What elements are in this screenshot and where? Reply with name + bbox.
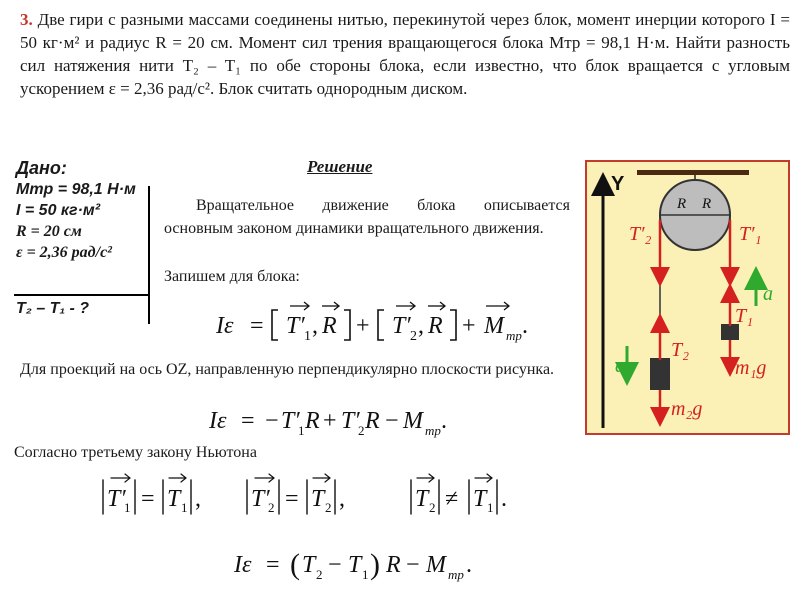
svg-text:,: , bbox=[312, 313, 318, 339]
svg-text:+: + bbox=[462, 313, 476, 339]
svg-text:≠: ≠ bbox=[445, 486, 459, 512]
svg-text:1: 1 bbox=[304, 329, 311, 344]
svg-text:T′: T′ bbox=[251, 486, 270, 512]
svg-text:,: , bbox=[418, 313, 424, 339]
svg-text:R: R bbox=[428, 313, 443, 339]
svg-text:M: M bbox=[403, 408, 423, 434]
problem-statement bbox=[20, 8, 790, 100]
svg-text:Iε: Iε bbox=[216, 313, 234, 339]
label-t2-prime: T′₂ bbox=[629, 223, 652, 245]
svg-text:R: R bbox=[386, 552, 401, 578]
given-title: Дано: bbox=[16, 158, 67, 178]
svg-text:2: 2 bbox=[325, 500, 332, 515]
svg-text:T: T bbox=[302, 552, 316, 578]
equation-1 bbox=[210, 296, 540, 346]
svg-text:1: 1 bbox=[487, 500, 494, 515]
label-a-left: a bbox=[615, 355, 625, 377]
given-divider-horizontal bbox=[14, 294, 150, 296]
solution-title: Решение bbox=[307, 157, 373, 176]
svg-text:+: + bbox=[356, 313, 370, 339]
svg-text:.: . bbox=[522, 313, 528, 339]
pulley-figure bbox=[585, 160, 790, 435]
svg-text:−: − bbox=[406, 552, 420, 578]
svg-text:T′: T′ bbox=[281, 408, 300, 434]
given-block bbox=[16, 158, 166, 263]
ceiling bbox=[637, 170, 749, 175]
find-quantity: T₂ – T₁ - ? bbox=[16, 300, 90, 317]
svg-text:T: T bbox=[348, 552, 362, 578]
svg-text:T′: T′ bbox=[341, 408, 360, 434]
svg-text:T′: T′ bbox=[286, 313, 305, 339]
svg-text:1: 1 bbox=[298, 423, 305, 438]
svg-text:1: 1 bbox=[124, 500, 131, 515]
svg-text:=: = bbox=[241, 408, 255, 434]
given-radius: R = 20 см bbox=[16, 223, 82, 240]
label-t1: T₁ bbox=[735, 305, 754, 327]
svg-text:=: = bbox=[141, 486, 155, 512]
equation-3 bbox=[95, 470, 535, 520]
svg-text:=: = bbox=[250, 313, 264, 339]
svg-text:R: R bbox=[322, 313, 337, 339]
y-axis-label: Y bbox=[611, 173, 625, 195]
svg-text:2: 2 bbox=[358, 423, 365, 438]
svg-text:тр: тр bbox=[448, 567, 464, 582]
label-m2g: m₂g bbox=[671, 398, 703, 420]
svg-text:T: T bbox=[311, 486, 325, 512]
svg-text:M: M bbox=[484, 313, 504, 339]
svg-text:T: T bbox=[167, 486, 181, 512]
svg-text:−: − bbox=[265, 408, 279, 434]
svg-text:T′: T′ bbox=[107, 486, 126, 512]
solution-paragraph-2: Запишем для блока: bbox=[164, 268, 300, 285]
svg-text:=: = bbox=[285, 486, 299, 512]
svg-text:T: T bbox=[473, 486, 487, 512]
svg-text:R: R bbox=[365, 408, 380, 434]
svg-text:тр: тр bbox=[506, 328, 522, 343]
given-angular-accel: ε = 2,36 рад/с² bbox=[16, 244, 112, 261]
svg-text:.: . bbox=[441, 408, 447, 434]
svg-text:2: 2 bbox=[429, 500, 436, 515]
svg-text:T′: T′ bbox=[392, 313, 411, 339]
svg-text:2: 2 bbox=[410, 329, 417, 344]
svg-text:T: T bbox=[415, 486, 429, 512]
label-a-right: a bbox=[763, 283, 773, 305]
solution-paragraph-3: Для проекций на ось OZ, направленную перпендикулярно плоскости рисунка. bbox=[20, 361, 555, 378]
svg-text:,: , bbox=[339, 486, 345, 512]
svg-text:−: − bbox=[328, 552, 342, 578]
svg-text:1: 1 bbox=[362, 567, 369, 582]
svg-text:2: 2 bbox=[316, 567, 323, 582]
given-inertia: I = 50 кг·м² bbox=[16, 202, 101, 219]
svg-text:,: , bbox=[195, 486, 201, 512]
svg-text:+: + bbox=[323, 408, 337, 434]
label-t2: T₂ bbox=[671, 339, 690, 361]
equation-4 bbox=[230, 540, 530, 586]
svg-text:−: − bbox=[385, 408, 399, 434]
label-m1g: m₁g bbox=[735, 357, 767, 379]
svg-text:1: 1 bbox=[181, 500, 188, 515]
pulley-radius-right: R bbox=[702, 196, 712, 212]
label-t1-prime: T′₁ bbox=[739, 223, 762, 245]
solution-paragraph-1: Вращательное движение блока описывается основным законом динамики вращательного движения. bbox=[164, 197, 570, 237]
problem-number: 3. bbox=[20, 10, 33, 29]
pulley-radius-left: R bbox=[677, 196, 687, 212]
given-divider-vertical bbox=[148, 186, 150, 324]
svg-text:тр: тр bbox=[425, 423, 441, 438]
svg-text:=: = bbox=[266, 552, 280, 578]
weight-left bbox=[650, 358, 670, 390]
svg-text:M: M bbox=[426, 552, 446, 578]
svg-text:Iε: Iε bbox=[209, 408, 227, 434]
svg-text:.: . bbox=[466, 552, 472, 578]
svg-text:.: . bbox=[501, 486, 507, 512]
svg-text:): ) bbox=[370, 548, 380, 581]
svg-text:Iε: Iε bbox=[234, 552, 252, 578]
equation-2 bbox=[205, 398, 505, 440]
solution-paragraph-4: Согласно третьему закону Ньютона bbox=[14, 444, 257, 461]
given-friction-moment: Mтр = 98,1 Н·м bbox=[16, 181, 136, 198]
svg-text:(: ( bbox=[290, 548, 300, 581]
problem-text: Две гири с разными массами соединены нитью, перекинутой через блок, момент инерции которого I = 50 кг·м² и радиус R = 20 см. Момент сил трения вращающегося блока Mтр = 98,1 Н·м. Найти разность сил натяжения нити T₂ – T₁ по обе стороны блока, если известно, что блок вращается с угловым ускорением ε = 2,36 рад/с². Блок считать однородным диском. bbox=[20, 10, 791, 98]
svg-text:R: R bbox=[305, 408, 320, 434]
svg-text:2: 2 bbox=[268, 500, 275, 515]
